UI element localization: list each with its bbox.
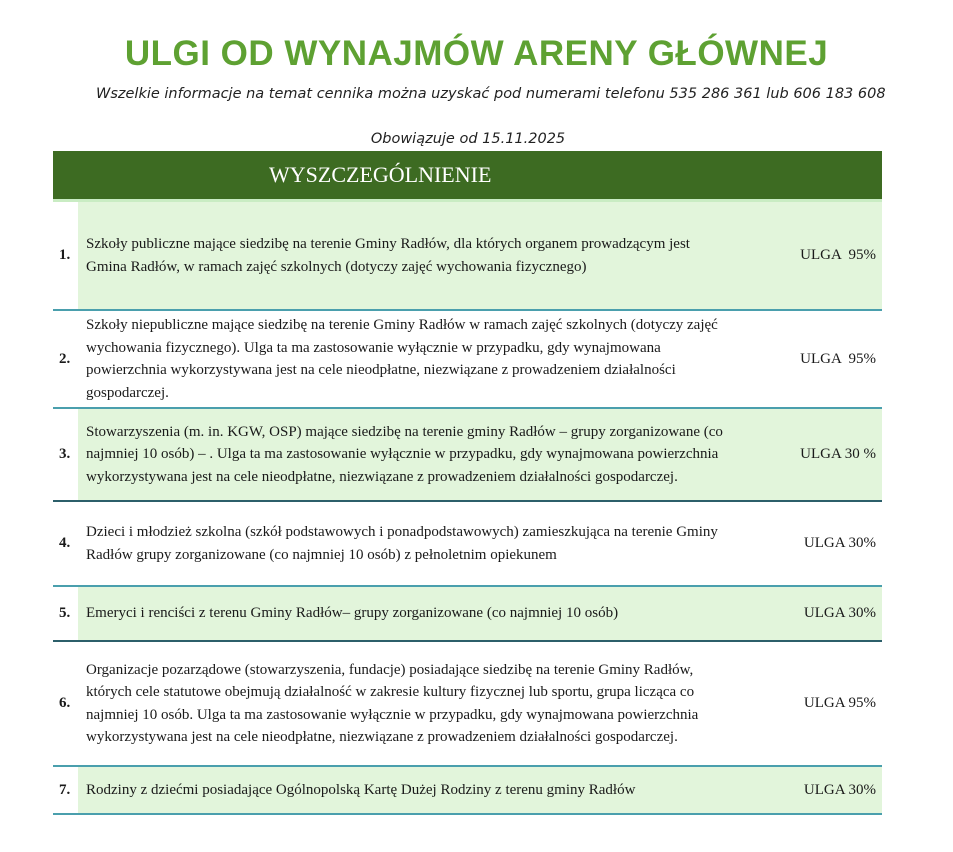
row-description	[77, 642, 727, 765]
contact-info: Wszelkie informacje na temat cennika można uzyskać pod numerami telefonu 535 286 361 lub 606 183 608	[96, 86, 886, 102]
row-description-text: Stowarzyszenia (m. in. KGW, OSP) mające siedzibę na terenie gminy Radłów – grupy zorganizowane (co najmniej 10 osób) – . Ulga ta ma zastosowanie wyłącznie w przypadku, gdy wynajmowana powierzchnia wykorzystywana jest na cele nieodpłatne, niezwiązane z prowadzeniem działalności gospodarczej.	[86, 423, 723, 485]
table-row	[53, 409, 882, 502]
row-number: 4.	[59, 535, 71, 551]
effective-date: Obowiązuje od 15.11.2025	[370, 131, 566, 147]
row-description-text: Szkoły publiczne mające siedzibę na terenie Gminy Radłów, dla których organem prowadzącym jest Gmina Radłów, w ramach zajęć szkolnych (dotyczy zajęć wychowania fizycznego)	[86, 236, 690, 275]
row-description	[77, 502, 727, 585]
row-description	[77, 311, 727, 407]
table-row	[53, 202, 882, 311]
row-number: 7.	[59, 781, 71, 798]
row-description-text: Organizacje pozarządowe (stowarzyszenia, fundacje) posiadające siedzibę na terenie Gminy Radłów, których cele statutowe obejmują działalność w zakresie kultury fizycznej lub sportu, grupa licząca co najmniej 10 osób. Ulga ta ma zastosowanie wyłącznie w przypadku, gdy wynajmowana powierzchnia wykorzystywana jest na cele nieodpłatne, niezwiązane z prowadzeniem działalności gospodarczej.	[86, 661, 699, 745]
row-discount: ULGA 95%	[800, 350, 876, 367]
page-title: ULGI OD WYNAJMÓW ARENY GŁÓWNEJ	[124, 34, 829, 73]
row-description-text: Emeryci i renciści z terenu Gminy Radłów– grupy zorganizowane (co najmniej 10 osób)	[86, 605, 619, 622]
discount-table	[53, 151, 882, 815]
row-discount: ULGA 30%	[727, 767, 882, 813]
row-description-text: Rodziny z dziećmi posiadające Ogólnopolską Kartę Dużej Rodziny z terenu gminy Radłów	[86, 781, 636, 798]
row-discount: ULGA 95%	[727, 202, 882, 309]
row-number: 6.	[59, 695, 71, 711]
row-description	[77, 587, 727, 640]
row-description-text: Szkoły niepubliczne mające siedzibę na terenie Gminy Radłów w ramach zajęć szkolnych (dotyczy zajęć wychowania fizycznego). Ulga ta ma zastosowanie wyłącznie w przypadku, gdy wynajmowana powierzchnia wykorzystywana jest na cele nieodpłatne, niezwiązane z prowadzeniem działalności gospodarczej.	[86, 317, 718, 401]
row-number: 1.	[59, 247, 71, 263]
row-description-text: Dzieci i młodzież szkolna (szkół podstawowych i ponadpodstawowych) zamieszkująca na terenie Gminy Radłów grupy zorganizowane (co najmniej 10 osób) z pełnoletnim opiekunem	[86, 524, 718, 563]
row-discount: ULGA 30%	[803, 535, 876, 551]
row-description	[77, 767, 727, 813]
table-row	[53, 767, 882, 815]
table-row	[53, 587, 882, 642]
row-discount: ULGA 30 %	[727, 409, 882, 500]
row-number: 5.	[59, 605, 71, 621]
row-number: 3.	[59, 446, 71, 462]
row-discount: ULGA 30%	[727, 587, 882, 640]
row-description	[77, 409, 727, 500]
table-row	[53, 502, 882, 587]
table-header: WYSZCZEGÓLNIENIE	[53, 151, 882, 202]
row-discount: ULGA 95%	[803, 695, 876, 711]
row-description	[77, 202, 727, 309]
row-number: 2.	[59, 350, 71, 367]
table-row	[53, 311, 882, 409]
table-row	[53, 642, 882, 767]
